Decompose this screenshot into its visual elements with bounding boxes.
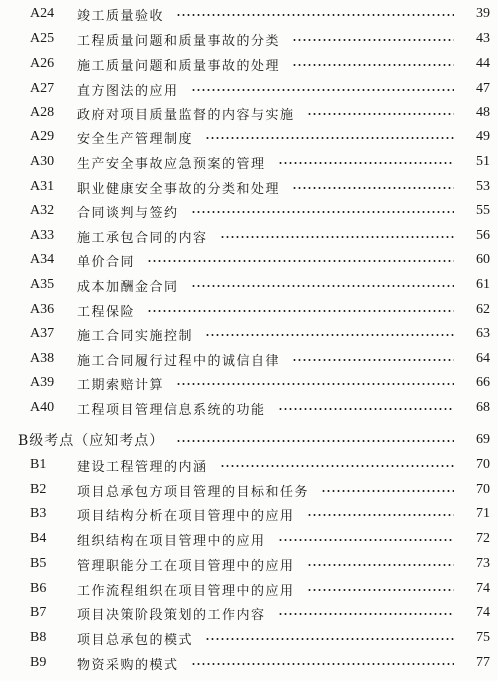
entry-code: A24 — [30, 6, 55, 21]
leader-dots — [278, 613, 454, 615]
leader-dots — [191, 285, 454, 287]
entry-title: 施工合同实施控制 — [77, 328, 194, 344]
leader-dots — [147, 260, 454, 262]
leader-dots — [321, 490, 454, 492]
entry-code: B6 — [30, 581, 47, 596]
entry-title: 施工合同履行过程中的诚信自律 — [77, 353, 281, 369]
entry-page-number: 74 — [476, 605, 490, 620]
entry-code: B5 — [30, 556, 47, 571]
leader-dots — [176, 440, 454, 442]
entry-code: A28 — [30, 105, 55, 120]
leader-dots — [176, 14, 454, 16]
toc-entry[interactable] — [0, 52, 498, 76]
leader-dots — [176, 383, 454, 385]
leader-dots — [292, 187, 454, 189]
toc-entry[interactable] — [0, 527, 498, 551]
entry-title: 合同谈判与签约 — [77, 205, 179, 221]
toc-entry[interactable] — [0, 199, 498, 223]
entry-title: 政府对项目质量监督的内容与实施 — [77, 107, 295, 123]
entry-title: 工程保险 — [77, 304, 136, 320]
entry-code: A29 — [30, 129, 55, 144]
entry-title: 物资采购的模式 — [77, 657, 179, 673]
toc-entry[interactable] — [0, 101, 498, 125]
toc-entry[interactable] — [0, 2, 498, 26]
section-title: B级考点（应知考点） — [18, 433, 165, 449]
entry-title: 项目总承包的模式 — [77, 632, 194, 648]
toc-entry[interactable] — [0, 298, 498, 322]
leader-dots — [205, 137, 454, 139]
toc-entry[interactable] — [0, 347, 498, 371]
entry-code: A35 — [30, 277, 55, 292]
entry-code: A39 — [30, 375, 55, 390]
entry-title: 单价合同 — [77, 254, 136, 270]
leader-dots — [278, 539, 454, 541]
entry-code: A37 — [30, 326, 55, 341]
entry-code: A27 — [30, 81, 55, 96]
toc-entry[interactable] — [0, 651, 498, 675]
entry-code: B2 — [30, 482, 47, 497]
entry-page-number: 56 — [476, 228, 490, 243]
toc-entry[interactable] — [0, 175, 498, 199]
toc-entry[interactable] — [0, 502, 498, 526]
entry-page-number: 49 — [476, 129, 490, 144]
entry-title: 项目结构分析在项目管理中的应用 — [77, 508, 295, 524]
entry-title: 工程质量问题和质量事故的分类 — [77, 33, 281, 49]
entry-page-number: 70 — [476, 457, 490, 472]
entry-page-number: 51 — [476, 154, 490, 169]
entry-code: A31 — [30, 179, 55, 194]
entry-title: 项目决策阶段策划的工作内容 — [77, 607, 266, 623]
entry-title: 工程项目管理信息系统的功能 — [77, 402, 266, 418]
entry-page-number: 66 — [476, 375, 490, 390]
entry-code: B9 — [30, 655, 47, 670]
entry-code: A26 — [30, 56, 55, 71]
section-b-header[interactable] — [0, 428, 498, 452]
leader-dots — [191, 89, 454, 91]
entry-page-number: 70 — [476, 482, 490, 497]
toc-entry[interactable] — [0, 601, 498, 625]
entry-code: B3 — [30, 506, 47, 521]
entry-code: B7 — [30, 605, 47, 620]
entry-page-number: 64 — [476, 351, 490, 366]
leader-dots — [307, 589, 454, 591]
toc-entry[interactable] — [0, 626, 498, 650]
leader-dots — [191, 663, 454, 665]
entry-page-number: 75 — [476, 630, 490, 645]
entry-code: A32 — [30, 203, 55, 218]
leader-dots — [292, 64, 454, 66]
toc-entry[interactable] — [0, 248, 498, 272]
entry-code: A33 — [30, 228, 55, 243]
entry-page-number: 68 — [476, 400, 490, 415]
entry-title: 成本加酬金合同 — [77, 279, 179, 295]
entry-page-number: 71 — [476, 506, 490, 521]
leader-dots — [220, 236, 454, 238]
entry-page-number: 39 — [476, 6, 490, 21]
entry-code: A36 — [30, 302, 55, 317]
entry-code: A30 — [30, 154, 55, 169]
entry-page-number: 77 — [476, 655, 490, 670]
entry-page-number: 72 — [476, 531, 490, 546]
entry-page-number: 73 — [476, 556, 490, 571]
entry-title: 工期索赔计算 — [77, 377, 165, 393]
leader-dots — [307, 514, 454, 516]
leader-dots — [307, 113, 454, 115]
toc-entry[interactable] — [0, 552, 498, 576]
leader-dots — [278, 408, 454, 410]
leader-dots — [292, 39, 454, 41]
leader-dots — [191, 211, 454, 213]
entry-title: 建设工程管理的内涵 — [77, 459, 208, 475]
entry-title: 施工质量问题和质量事故的处理 — [77, 58, 281, 74]
section-page-number: 69 — [476, 432, 490, 447]
entry-page-number: 55 — [476, 203, 490, 218]
toc-entry[interactable] — [0, 150, 498, 174]
entry-page-number: 43 — [476, 31, 490, 46]
entry-page-number: 63 — [476, 326, 490, 341]
entry-title: 工作流程组织在项目管理中的应用 — [77, 583, 295, 599]
leader-dots — [205, 334, 454, 336]
entry-title: 职业健康安全事故的分类和处理 — [77, 181, 281, 197]
entry-page-number: 48 — [476, 105, 490, 120]
toc-entry[interactable] — [0, 396, 498, 420]
entry-page-number: 62 — [476, 302, 490, 317]
toc-entry[interactable] — [0, 478, 498, 502]
leader-dots — [220, 465, 454, 467]
toc-entry[interactable] — [0, 77, 498, 101]
entry-page-number: 60 — [476, 252, 490, 267]
entry-title: 组织结构在项目管理中的应用 — [77, 533, 266, 549]
entry-code: B4 — [30, 531, 47, 546]
toc-entry[interactable] — [0, 273, 498, 297]
entry-code: A34 — [30, 252, 55, 267]
entry-page-number: 74 — [476, 581, 490, 596]
entry-title: 安全生产管理制度 — [77, 131, 194, 147]
entry-title: 直方图法的应用 — [77, 83, 179, 99]
entry-title: 管理职能分工在项目管理中的应用 — [77, 558, 295, 574]
entry-title: 项目总承包方项目管理的目标和任务 — [77, 484, 310, 500]
toc-entry[interactable] — [0, 27, 498, 51]
entry-title: 竣工质量验收 — [77, 8, 165, 24]
leader-dots — [307, 564, 454, 566]
leader-dots — [278, 162, 454, 164]
leader-dots — [205, 638, 454, 640]
toc-entry[interactable] — [0, 322, 498, 346]
entry-page-number: 47 — [476, 81, 490, 96]
entry-code: B1 — [30, 457, 47, 472]
entry-code: B8 — [30, 630, 47, 645]
toc-entry[interactable] — [0, 125, 498, 149]
entry-title: 生产安全事故应急预案的管理 — [77, 156, 266, 172]
leader-dots — [292, 359, 454, 361]
toc-entry[interactable] — [0, 371, 498, 395]
entry-page-number: 44 — [476, 56, 490, 71]
leader-dots — [147, 310, 454, 312]
toc-entry[interactable] — [0, 453, 498, 477]
entry-code: A25 — [30, 31, 55, 46]
entry-code: A40 — [30, 400, 55, 415]
entry-page-number: 53 — [476, 179, 490, 194]
toc-entry[interactable] — [0, 577, 498, 601]
entry-title: 施工承包合同的内容 — [77, 230, 208, 246]
toc-entry[interactable] — [0, 224, 498, 248]
entry-code: A38 — [30, 351, 55, 366]
entry-page-number: 61 — [476, 277, 490, 292]
